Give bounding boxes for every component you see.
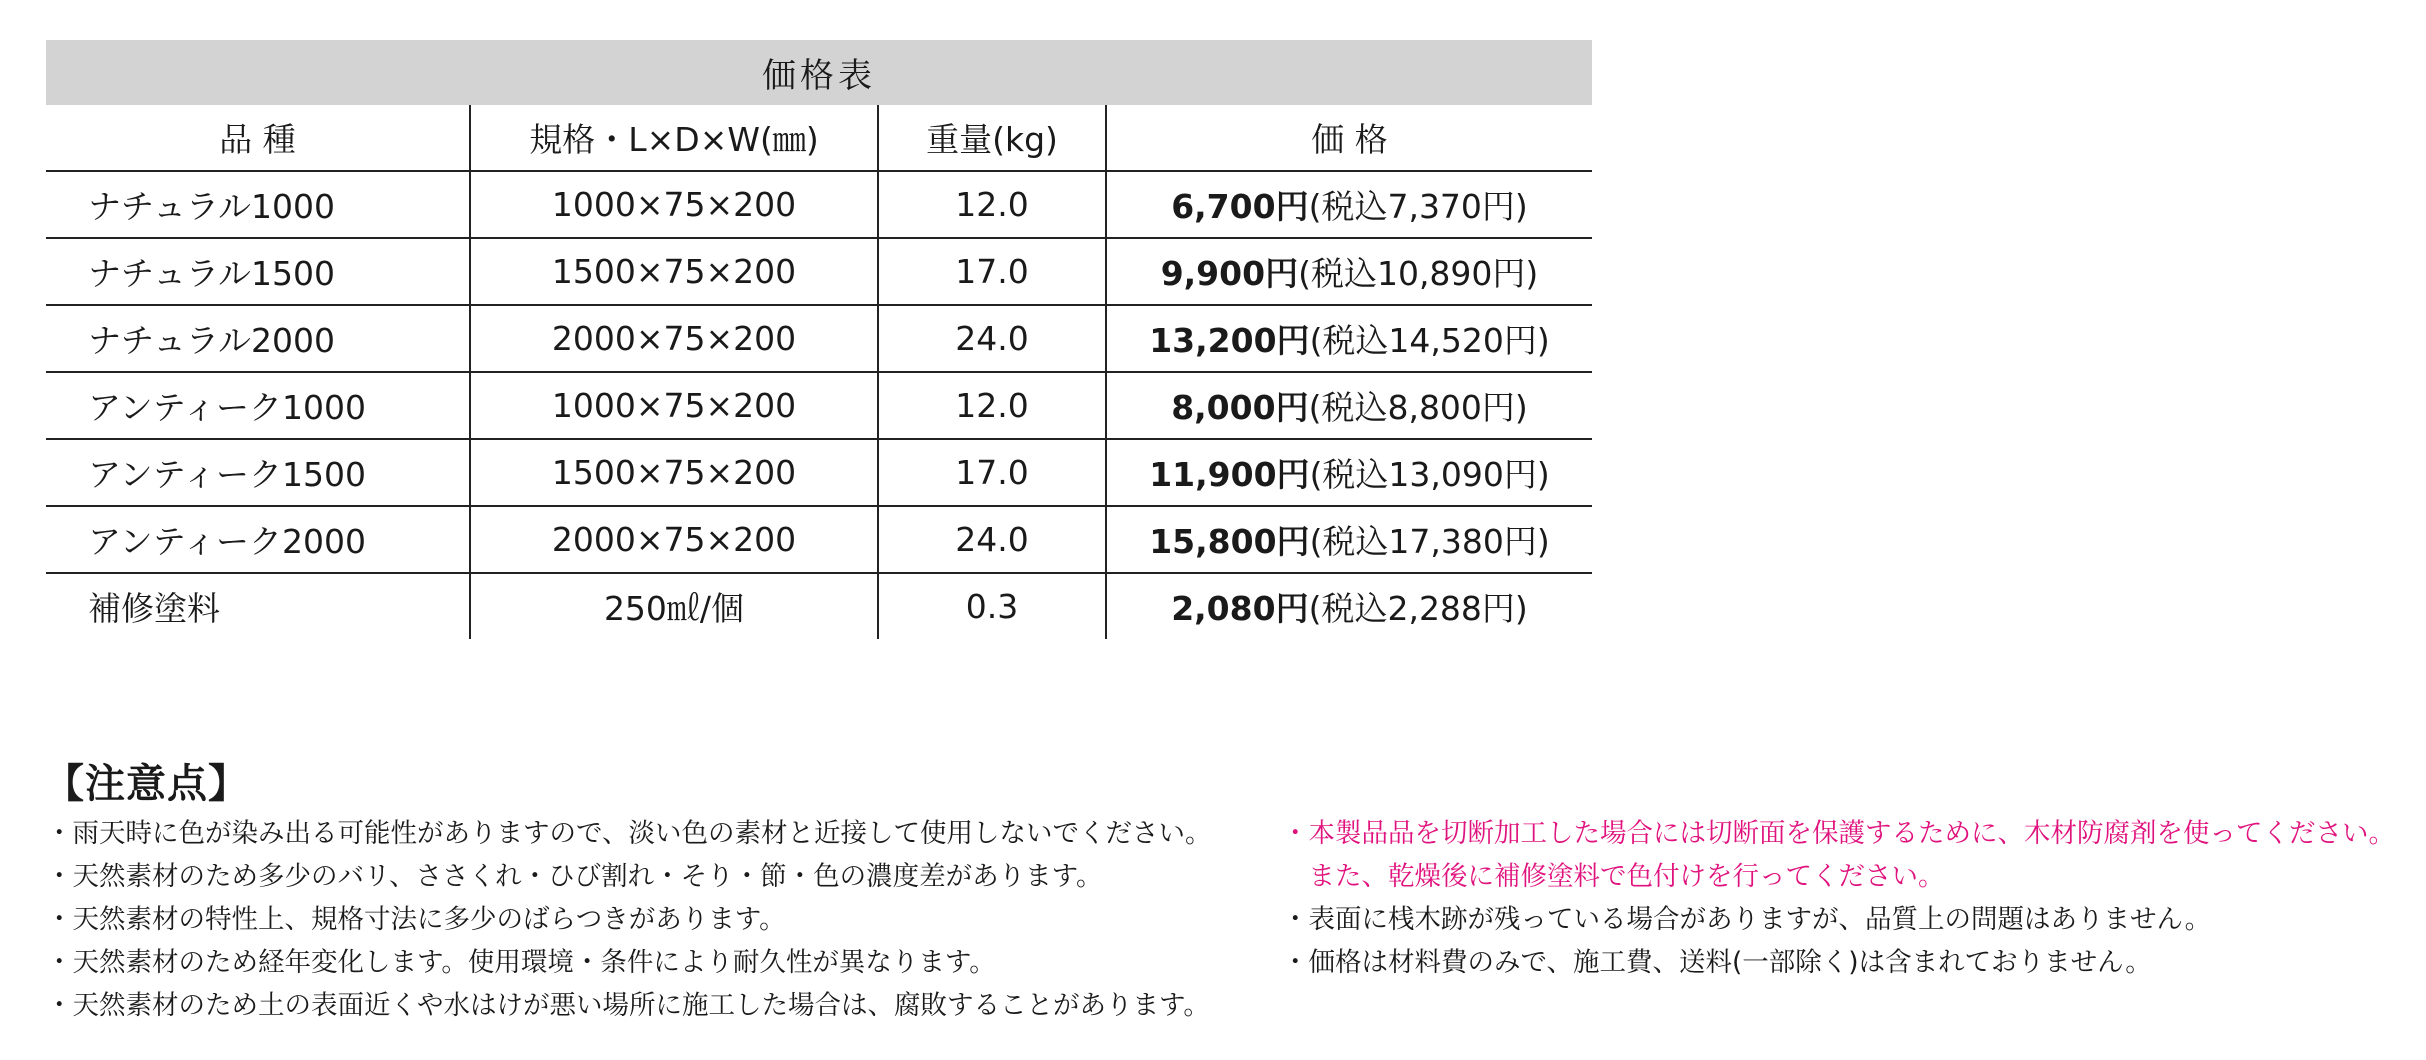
table-row — [46, 439, 1592, 506]
row-spec: 1500×75×200 — [470, 238, 878, 305]
row-weight: 12.0 — [878, 372, 1106, 439]
row-spec: 250㎖/個 — [470, 573, 878, 639]
note-item-highlight: また、乾燥後に補修塗料で色付けを行ってください。 — [1282, 861, 1945, 892]
note-item: ・天然素材のため多少のバリ、ささくれ・ひび割れ・そり・節・色の濃度差があります。 — [46, 861, 1103, 892]
row-weight: 24.0 — [878, 305, 1106, 372]
row-price — [1106, 305, 1592, 372]
price-table — [46, 40, 1592, 639]
row-price-value: 9,900円 — [1160, 254, 1299, 293]
notes-title: 【注意点】 — [44, 761, 249, 807]
row-price — [1106, 171, 1592, 238]
row-variety: ナチュラル1000 — [46, 171, 470, 238]
row-price-tax: (税込10,890円) — [1298, 254, 1539, 293]
row-price — [1106, 372, 1592, 439]
row-price-value: 15,800円 — [1149, 522, 1310, 561]
notes-right-list — [1282, 812, 2412, 984]
table-row — [46, 372, 1592, 439]
table-title: 価格表 — [46, 40, 1592, 105]
row-variety: アンティーク1000 — [46, 372, 470, 439]
header-variety: 品 種 — [46, 105, 470, 171]
row-spec: 2000×75×200 — [470, 506, 878, 573]
row-spec: 1500×75×200 — [470, 439, 878, 506]
row-variety: アンティーク2000 — [46, 506, 470, 573]
table-row — [46, 238, 1592, 305]
row-spec: 1000×75×200 — [470, 171, 878, 238]
row-price-tax: (税込13,090円) — [1309, 455, 1550, 494]
row-weight: 24.0 — [878, 506, 1106, 573]
table-header-row — [46, 105, 1592, 171]
note-item-highlight: ・本製品品を切断加工した場合には切断面を保護するために、木材防腐剤を使ってください。 — [1282, 818, 2395, 849]
row-variety: 補修塗料 — [88, 589, 220, 628]
note-item: ・表面に桟木跡が残っている場合がありますが、品質上の問題はありません。 — [1282, 904, 2212, 935]
row-variety: ナチュラル2000 — [46, 305, 470, 372]
row-price-value: 11,900円 — [1149, 455, 1310, 494]
table-title-row — [46, 40, 1592, 105]
note-item: ・天然素材のため土の表面近くや水はけが悪い場所に施工した場合は、腐敗することがあります。 — [46, 990, 1210, 1021]
row-price — [1106, 439, 1592, 506]
row-price — [1106, 238, 1592, 305]
row-spec: 2000×75×200 — [470, 305, 878, 372]
row-price-value: 8,000円 — [1171, 388, 1309, 427]
row-price-tax: (税込7,370円) — [1308, 187, 1528, 226]
row-price-value: 13,200円 — [1149, 321, 1310, 360]
row-price-tax: (税込14,520円) — [1309, 321, 1550, 360]
notes-left-list — [46, 812, 1256, 1027]
row-weight: 17.0 — [878, 238, 1106, 305]
table-row — [46, 305, 1592, 372]
table-row — [46, 506, 1592, 573]
row-price-tax: (税込17,380円) — [1309, 522, 1550, 561]
row-price-value: 2,080円 — [1171, 589, 1309, 628]
note-item: ・価格は材料費のみで、施工費、送料(一部除く)は含まれておりません。 — [1282, 947, 2152, 978]
row-price — [1106, 573, 1592, 639]
note-item: ・天然素材のため経年変化します。使用環境・条件により耐久性が異なります。 — [46, 947, 996, 978]
header-price: 価 格 — [1106, 105, 1592, 171]
table-row — [46, 573, 1592, 639]
row-weight: 12.0 — [878, 171, 1106, 238]
row-weight: 0.3 — [878, 573, 1106, 639]
row-price-tax: (税込8,800円) — [1308, 388, 1528, 427]
row-weight: 17.0 — [878, 439, 1106, 506]
row-price-value: 6,700円 — [1171, 187, 1309, 226]
row-price — [1106, 506, 1592, 573]
note-item: ・天然素材の特性上、規格寸法に多少のばらつきがあります。 — [46, 904, 786, 935]
table-row — [46, 171, 1592, 238]
header-weight: 重量(kg) — [878, 105, 1106, 171]
row-spec: 1000×75×200 — [470, 372, 878, 439]
note-item: ・雨天時に色が染み出る可能性がありますので、淡い色の素材と近接して使用しないでください。 — [46, 818, 1212, 849]
row-price-tax: (税込2,288円) — [1308, 589, 1528, 628]
row-variety: アンティーク1500 — [46, 439, 470, 506]
row-variety: ナチュラル1500 — [46, 238, 470, 305]
header-spec: 規格・L×D×W(㎜) — [470, 105, 878, 171]
